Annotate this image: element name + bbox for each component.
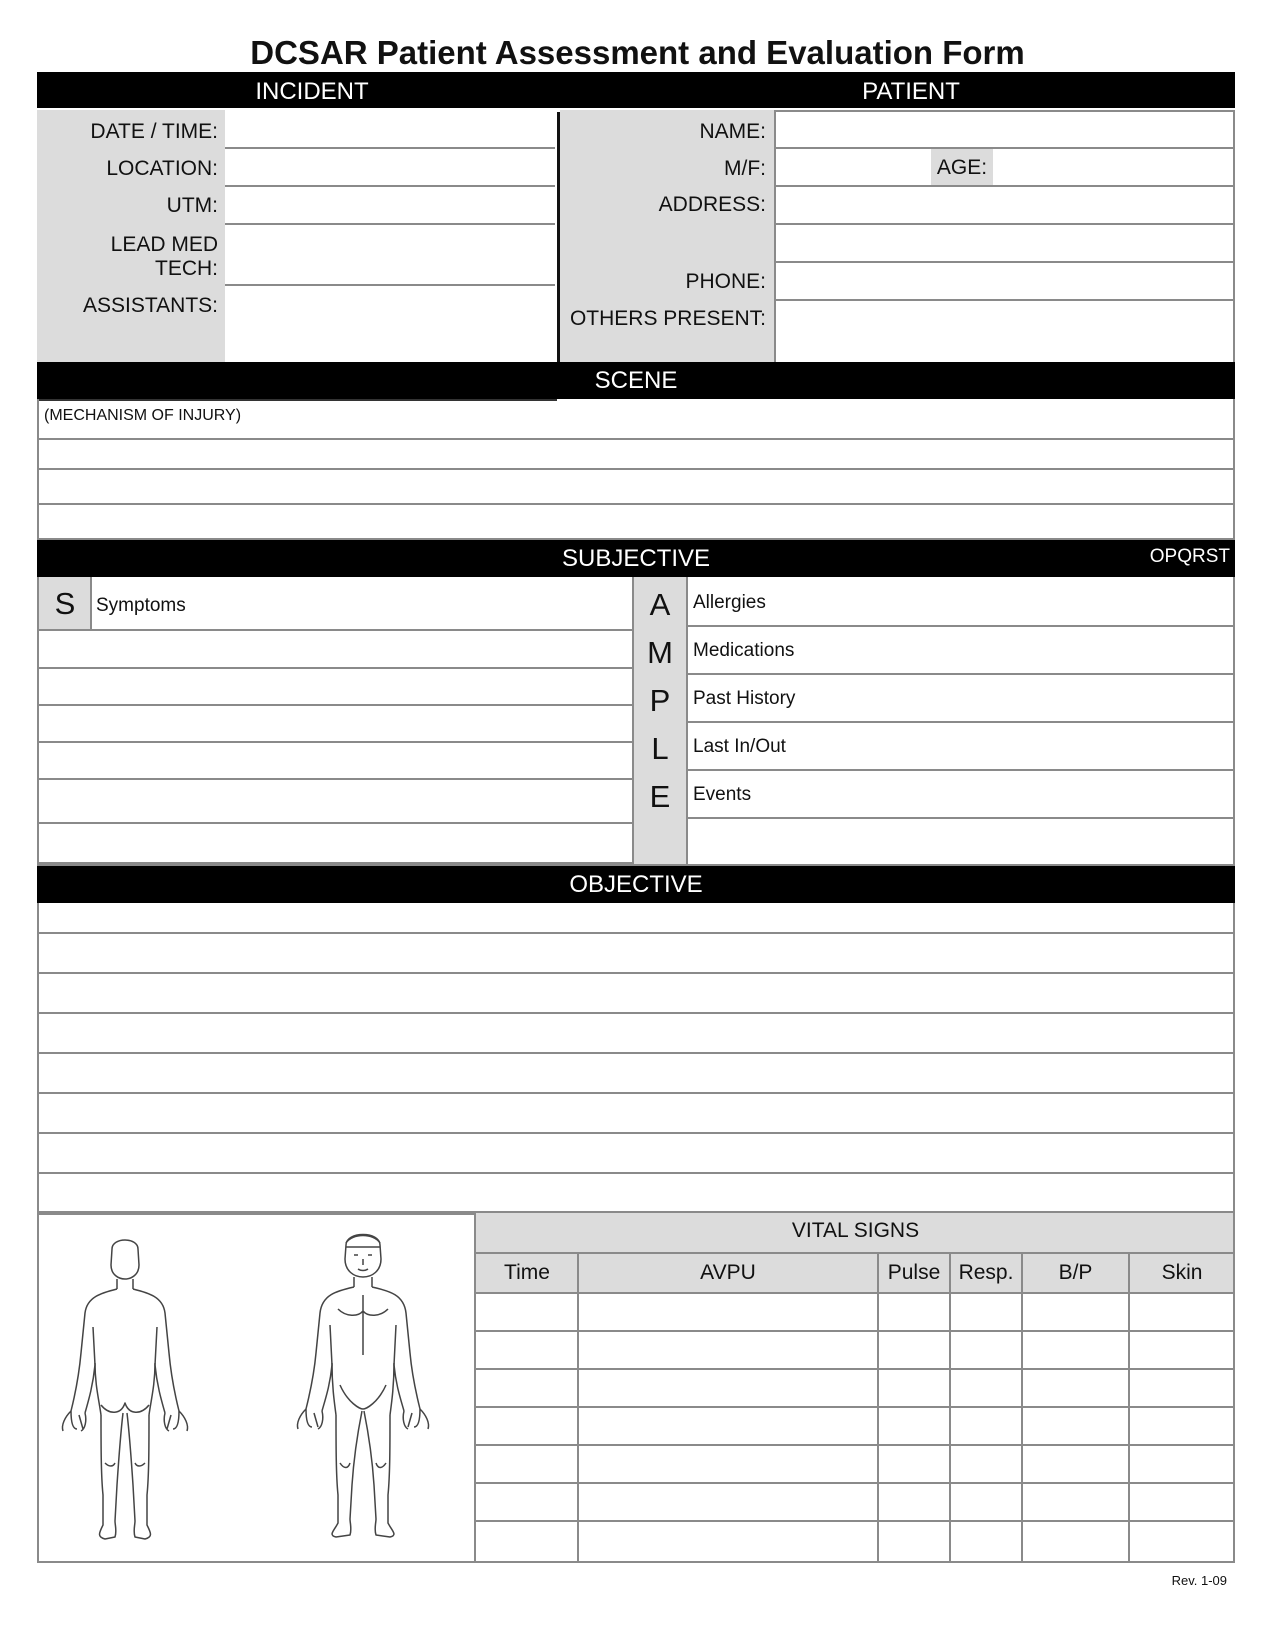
objective-line-8[interactable] — [39, 1174, 1233, 1212]
s-letter: S — [54, 586, 76, 621]
address-field-line2[interactable] — [776, 225, 1233, 261]
symptoms-line-6[interactable] — [39, 824, 633, 864]
vital-row-7[interactable] — [478, 1522, 1231, 1561]
lead-med-label-line2: TECH: — [155, 257, 218, 280]
vital-col-pulse: Pulse — [887, 1261, 941, 1284]
scene-line-1[interactable] — [39, 399, 1233, 438]
back-right-hand — [164, 1411, 187, 1431]
symptoms-line-4[interactable] — [39, 743, 633, 778]
vital-col-resp: Resp. — [958, 1261, 1014, 1284]
back-neck — [117, 1279, 133, 1289]
scene-bar — [37, 362, 1235, 399]
front-left-leg — [332, 1411, 362, 1537]
sample-letter-e: E — [649, 779, 671, 814]
objective-bar — [37, 866, 1235, 903]
objective-line-4[interactable] — [39, 1014, 1233, 1052]
vital-col-avpu: AVPU — [700, 1261, 756, 1284]
front-right-leg — [364, 1411, 394, 1537]
back-knees — [105, 1463, 145, 1466]
objective-heading: OBJECTIVE — [569, 870, 703, 898]
location-field[interactable] — [225, 149, 555, 185]
symptoms-label: Symptoms — [96, 595, 186, 616]
sample-letter-l: L — [651, 731, 669, 766]
symptoms-line-2[interactable] — [39, 669, 633, 704]
objective-line-3[interactable] — [39, 974, 1233, 1012]
objective-line-1[interactable] — [39, 903, 1233, 932]
assistants-field[interactable] — [225, 286, 555, 362]
vital-row-4[interactable] — [478, 1408, 1231, 1444]
patient-heading: PATIENT — [862, 78, 960, 105]
back-buttocks — [101, 1403, 149, 1412]
lead-med-tech-field[interactable] — [225, 225, 555, 284]
objective-line-5[interactable] — [39, 1054, 1233, 1092]
sample-letter-p: P — [649, 683, 671, 718]
vital-row-3[interactable] — [478, 1370, 1231, 1406]
symptoms-line-5[interactable] — [39, 780, 633, 822]
objective-line-6[interactable] — [39, 1094, 1233, 1132]
opqrst-tag: OPQRST — [1149, 546, 1230, 567]
sample-letter-a: A — [649, 587, 671, 622]
back-torso — [71, 1289, 179, 1411]
location-label: LOCATION: — [106, 157, 218, 180]
front-chest — [338, 1295, 388, 1355]
medications-field[interactable] — [688, 627, 1233, 673]
vital-col-skin: Skin — [1161, 1261, 1203, 1284]
front-face — [354, 1255, 372, 1271]
phone-label: PHONE: — [685, 270, 766, 293]
front-left-hand — [297, 1409, 322, 1429]
mechanism-of-injury-hint: (MECHANISM OF INJURY) — [44, 407, 242, 424]
vital-row-2[interactable] — [478, 1332, 1231, 1368]
vital-row-5[interactable] — [478, 1446, 1231, 1482]
back-left-hand — [62, 1411, 85, 1431]
objective-line-2[interactable] — [39, 934, 1233, 972]
scene-line-2[interactable] — [39, 440, 1233, 468]
symptoms-field[interactable] — [92, 577, 633, 629]
vital-col-bp: B/P — [1058, 1261, 1093, 1284]
phone-field[interactable] — [776, 263, 1233, 299]
incident-heading: INCIDENT — [255, 78, 369, 105]
sample-letter-m: M — [647, 635, 673, 670]
body-back-figure[interactable] — [55, 1235, 195, 1545]
objective-line-7[interactable] — [39, 1134, 1233, 1172]
age-field[interactable] — [993, 149, 1233, 185]
back-left-leg — [100, 1413, 124, 1539]
scene-heading: SCENE — [594, 366, 678, 394]
symptoms-line-3[interactable] — [39, 706, 633, 741]
address-field-line1[interactable] — [776, 187, 1233, 223]
allergies-label: Allergies — [693, 592, 766, 613]
name-label: NAME: — [699, 120, 766, 143]
vital-signs-title: VITAL SIGNS — [791, 1219, 920, 1242]
age-label: AGE: — [936, 156, 988, 179]
mf-field[interactable] — [776, 149, 931, 185]
scene-line-3[interactable] — [39, 470, 1233, 503]
front-pelvis — [340, 1385, 386, 1409]
last-in-out-label: Last In/Out — [693, 736, 786, 757]
utm-label: UTM: — [166, 194, 218, 217]
medications-label: Medications — [693, 640, 795, 661]
front-right-hand — [403, 1409, 428, 1429]
subjective-heading: SUBJECTIVE — [561, 544, 711, 572]
vital-row-6[interactable] — [478, 1484, 1231, 1520]
allergies-field[interactable] — [688, 577, 1233, 625]
past-history-field[interactable] — [688, 675, 1233, 721]
subjective-bar — [37, 540, 1235, 577]
events-field[interactable] — [688, 771, 1233, 864]
past-history-label: Past History — [693, 688, 796, 709]
lead-med-label-line1: LEAD MED — [110, 233, 218, 256]
symptoms-line-1[interactable] — [39, 631, 633, 667]
vital-row-1[interactable] — [478, 1294, 1231, 1330]
utm-field[interactable] — [225, 187, 555, 223]
front-hair — [346, 1236, 380, 1248]
back-head — [111, 1240, 139, 1279]
address-label: ADDRESS: — [658, 193, 766, 216]
others-present-field[interactable] — [776, 301, 1233, 362]
others-present-label: OTHERS PRESENT: — [569, 307, 766, 330]
scene-line-4[interactable] — [39, 505, 1233, 538]
back-arm-inner — [85, 1327, 165, 1413]
name-field[interactable] — [776, 110, 1233, 147]
vital-col-time: Time — [504, 1261, 550, 1284]
date-time-field[interactable] — [225, 110, 555, 147]
body-front-figure[interactable] — [288, 1225, 438, 1545]
front-knees — [340, 1463, 386, 1468]
front-neck — [354, 1277, 372, 1287]
mf-label: M/F: — [724, 157, 766, 180]
revision-label: Rev. 1-09 — [1171, 1573, 1227, 1588]
date-time-label: DATE / TIME: — [90, 120, 218, 143]
assistants-label: ASSISTANTS: — [83, 294, 218, 317]
events-label: Events — [693, 784, 752, 805]
last-in-out-field[interactable] — [688, 723, 1233, 769]
back-right-leg — [127, 1413, 151, 1539]
form-title: DCSAR Patient Assessment and Evaluation Form — [250, 34, 1025, 71]
